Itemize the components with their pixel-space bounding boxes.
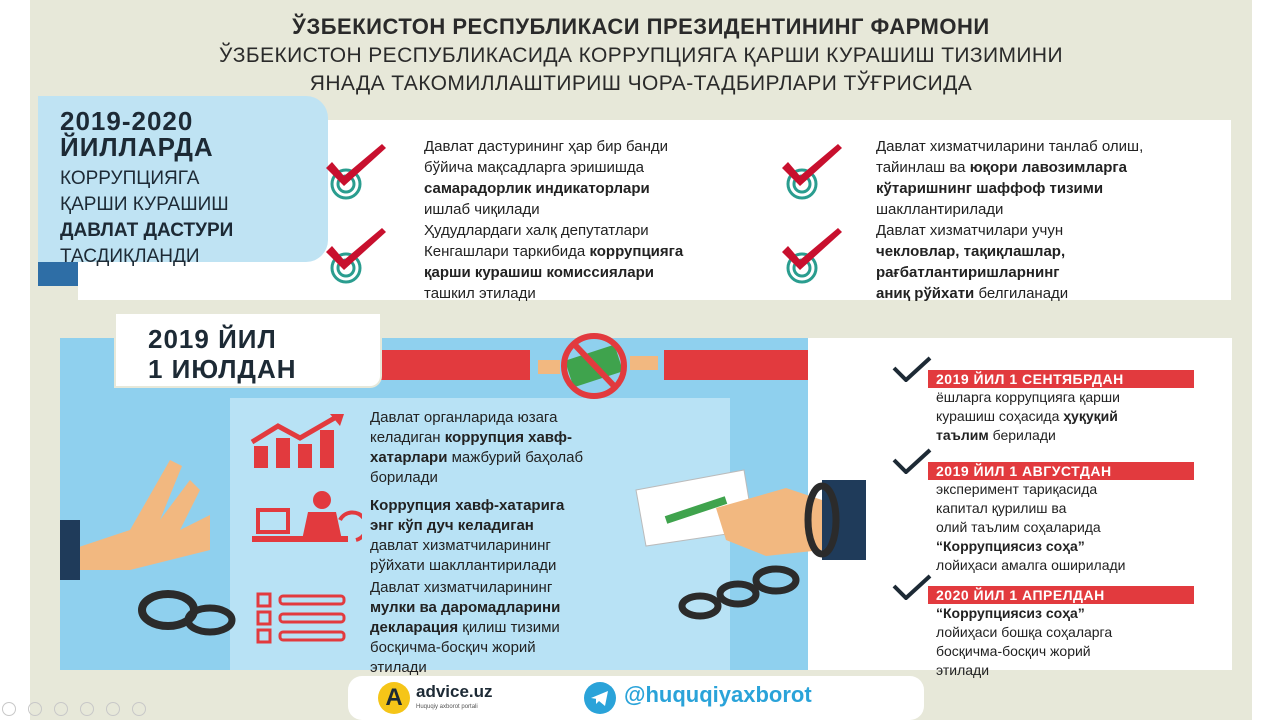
mid-item-officials-list: [370, 496, 564, 576]
text-line: курашиш соҳасида: [936, 408, 1064, 424]
top-item-indicators: [424, 136, 668, 220]
text-line-bold: чекловлар, тақиқлашлар,: [876, 243, 1066, 260]
text-line-bold: хатарлари: [370, 449, 448, 466]
years-line4: ТАСДИҚЛАНДИ: [60, 246, 200, 267]
text-line: тайинлаш ва: [876, 159, 970, 176]
date-tab-line2: 1 ИЮЛДАН: [148, 354, 297, 384]
text-line-bold: самарадорлик индикаторлари: [424, 180, 650, 197]
text-line-bold: коррупция хавф-: [444, 429, 572, 446]
target-check-icon: [776, 142, 846, 202]
text-line-bold: “Коррупциясиз соҳа”: [936, 605, 1085, 621]
infographic-slide: [30, 0, 1252, 720]
years-box: [38, 96, 328, 267]
checkmark-icon: [892, 356, 932, 382]
text-line: келадиган: [370, 429, 445, 446]
text-line-bold: аниқ рўйхати: [876, 285, 975, 302]
nav-menu-icon[interactable]: [54, 702, 68, 716]
text-line: эксперимент тариқасида: [936, 481, 1098, 497]
text-line: белгиланади: [974, 285, 1069, 302]
text-line: Давлат хизматчилари учун: [876, 222, 1064, 239]
text-line-bold: декларация: [370, 619, 459, 636]
years-number: 2019-2020: [60, 106, 194, 136]
text-line: ишлаб чиқилади: [424, 201, 540, 218]
mid-item-risk-assessment: [370, 408, 583, 488]
text-line: олий таълим соҳаларида: [936, 519, 1101, 535]
text-line: босқичма-босқич жорий: [936, 643, 1091, 659]
rising-chart-icon: [248, 412, 358, 470]
top-item-restrictions: [876, 220, 1068, 304]
text-line-bold: кўтаришнинг шаффоф тизими: [876, 180, 1104, 197]
telegram-icon: [584, 682, 616, 714]
text-line: Давлат дастурининг ҳар бир банди: [424, 138, 669, 155]
header-title: ЎЗБЕКИСТОН РЕСПУБЛИКАСИ ПРЕЗИДЕНТИНИНГ ФАРМОНИ: [292, 14, 990, 39]
text-line: рўйхати шакллантирилади: [370, 557, 557, 574]
header-subtitle-line1: ЎЗБЕКИСТОН РЕСПУБЛИКАСИДА КОРРУПЦИЯГА ҚАРШИ КУРАШИШ ТИЗИМИНИ: [219, 44, 1063, 67]
years-line2: ҚАРШИ КУРАШИШ: [60, 194, 229, 215]
mid-item-declaration: [370, 578, 560, 678]
text-line-bold: Коррупция хавф-хатарига: [370, 497, 565, 514]
telegram-handle[interactable]: @huquqiyaxborot: [624, 682, 812, 707]
years-line1: КОРРУПЦИЯГА: [60, 168, 200, 189]
date-body-september: [936, 388, 1120, 445]
text-line-bold: қарши курашиш комиссиялари: [424, 264, 654, 281]
text-line: қилиш тизими: [458, 619, 560, 636]
date-head-september: 2019 ЙИЛ 1 СЕНТЯБРДАН: [928, 370, 1194, 388]
header-subtitle-line2: ЯНАДА ТАКОМИЛЛАШТИРИШ ЧОРА-ТАДБИРЛАРИ ТЎҒРИСИДА: [309, 72, 973, 95]
text-line: этилади: [370, 659, 427, 676]
official-at-desk-icon: [252, 490, 362, 556]
text-line: ёшларга коррупцияга қарши: [936, 389, 1120, 405]
footer-brand-bar: [348, 676, 924, 720]
target-check-icon: [320, 142, 390, 202]
header: [30, 14, 1252, 96]
date-body-april: [936, 604, 1112, 680]
text-line: борилади: [370, 469, 438, 486]
text-line: босқичма-босқич жорий: [370, 639, 536, 656]
nav-more-icon[interactable]: [132, 702, 146, 716]
text-line: Ҳудудлардаги халқ депутатлари: [424, 222, 649, 239]
nav-next-icon[interactable]: [28, 702, 42, 716]
text-line: лойиҳаси бошқа соҳаларга: [936, 624, 1113, 640]
text-line: берилади: [988, 427, 1056, 443]
site-subtitle: Huquqiy axborot portali: [416, 704, 478, 710]
text-line-bold: “Коррупциясиз соҳа”: [936, 538, 1085, 554]
nav-zoom-icon[interactable]: [106, 702, 120, 716]
red-banner-right: [664, 350, 808, 380]
target-check-icon: [320, 226, 390, 286]
checkmark-icon: [892, 574, 932, 600]
site-name[interactable]: advice.uz: [416, 682, 493, 701]
checklist-icon: [256, 592, 350, 644]
text-line: Давлат хизматчиларини танлаб олиш,: [876, 138, 1144, 155]
date-tab-july: [116, 314, 380, 386]
text-line: шакллантирилади: [876, 201, 1004, 218]
text-line: Давлат хизматчиларининг: [370, 579, 553, 596]
years-line3: ДАВЛАТ ДАСТУРИ: [60, 220, 234, 241]
text-line: ташкил этилади: [424, 285, 536, 302]
top-item-commissions: [424, 220, 683, 304]
text-line: лойиҳаси амалга оширилади: [936, 557, 1126, 573]
stop-hand-with-chain-icon: [60, 420, 240, 670]
target-check-icon: [776, 226, 846, 286]
text-line: бўйича мақсадларга эришишда: [424, 159, 644, 176]
text-line-bold: коррупцияга: [589, 243, 684, 260]
text-line-bold: рағбатлантиришларнинг: [876, 264, 1060, 281]
years-word: ЙИЛЛАРДА: [60, 132, 214, 162]
text-line-bold: ҳуқуқий: [1063, 408, 1118, 424]
no-bribe-icon: [538, 330, 658, 400]
text-line: мажбурий баҳолаб: [447, 449, 584, 466]
advice-logo-icon: A: [378, 682, 410, 714]
text-line: капитал қурилиш ва: [936, 500, 1067, 516]
checkmark-icon: [892, 448, 932, 474]
text-line-bold: таълим: [936, 427, 989, 443]
text-line: Давлат органларида юзага: [370, 409, 558, 426]
text-line-bold: энг кўп дуч келадиган: [370, 517, 534, 534]
nav-pen-icon[interactable]: [80, 702, 94, 716]
nav-prev-icon[interactable]: [2, 702, 16, 716]
date-tab-line1: 2019 ЙИЛ: [148, 324, 277, 354]
text-line: давлат хизматчиларининг: [370, 537, 551, 554]
date-body-august: [936, 480, 1125, 575]
bribe-hand-handcuffed-icon: [626, 460, 866, 630]
text-line: Кенгашлари таркибида: [424, 243, 590, 260]
text-line-bold: юқори лавозимларга: [969, 159, 1127, 176]
text-line-bold: мулки ва даромадларини: [370, 599, 561, 616]
date-head-august: 2019 ЙИЛ 1 АВГУСТДАН: [928, 462, 1194, 480]
date-head-april: 2020 ЙИЛ 1 АПРЕЛДАН: [928, 586, 1194, 604]
top-item-transparent-system: [876, 136, 1143, 220]
text-line: этилади: [936, 662, 990, 678]
